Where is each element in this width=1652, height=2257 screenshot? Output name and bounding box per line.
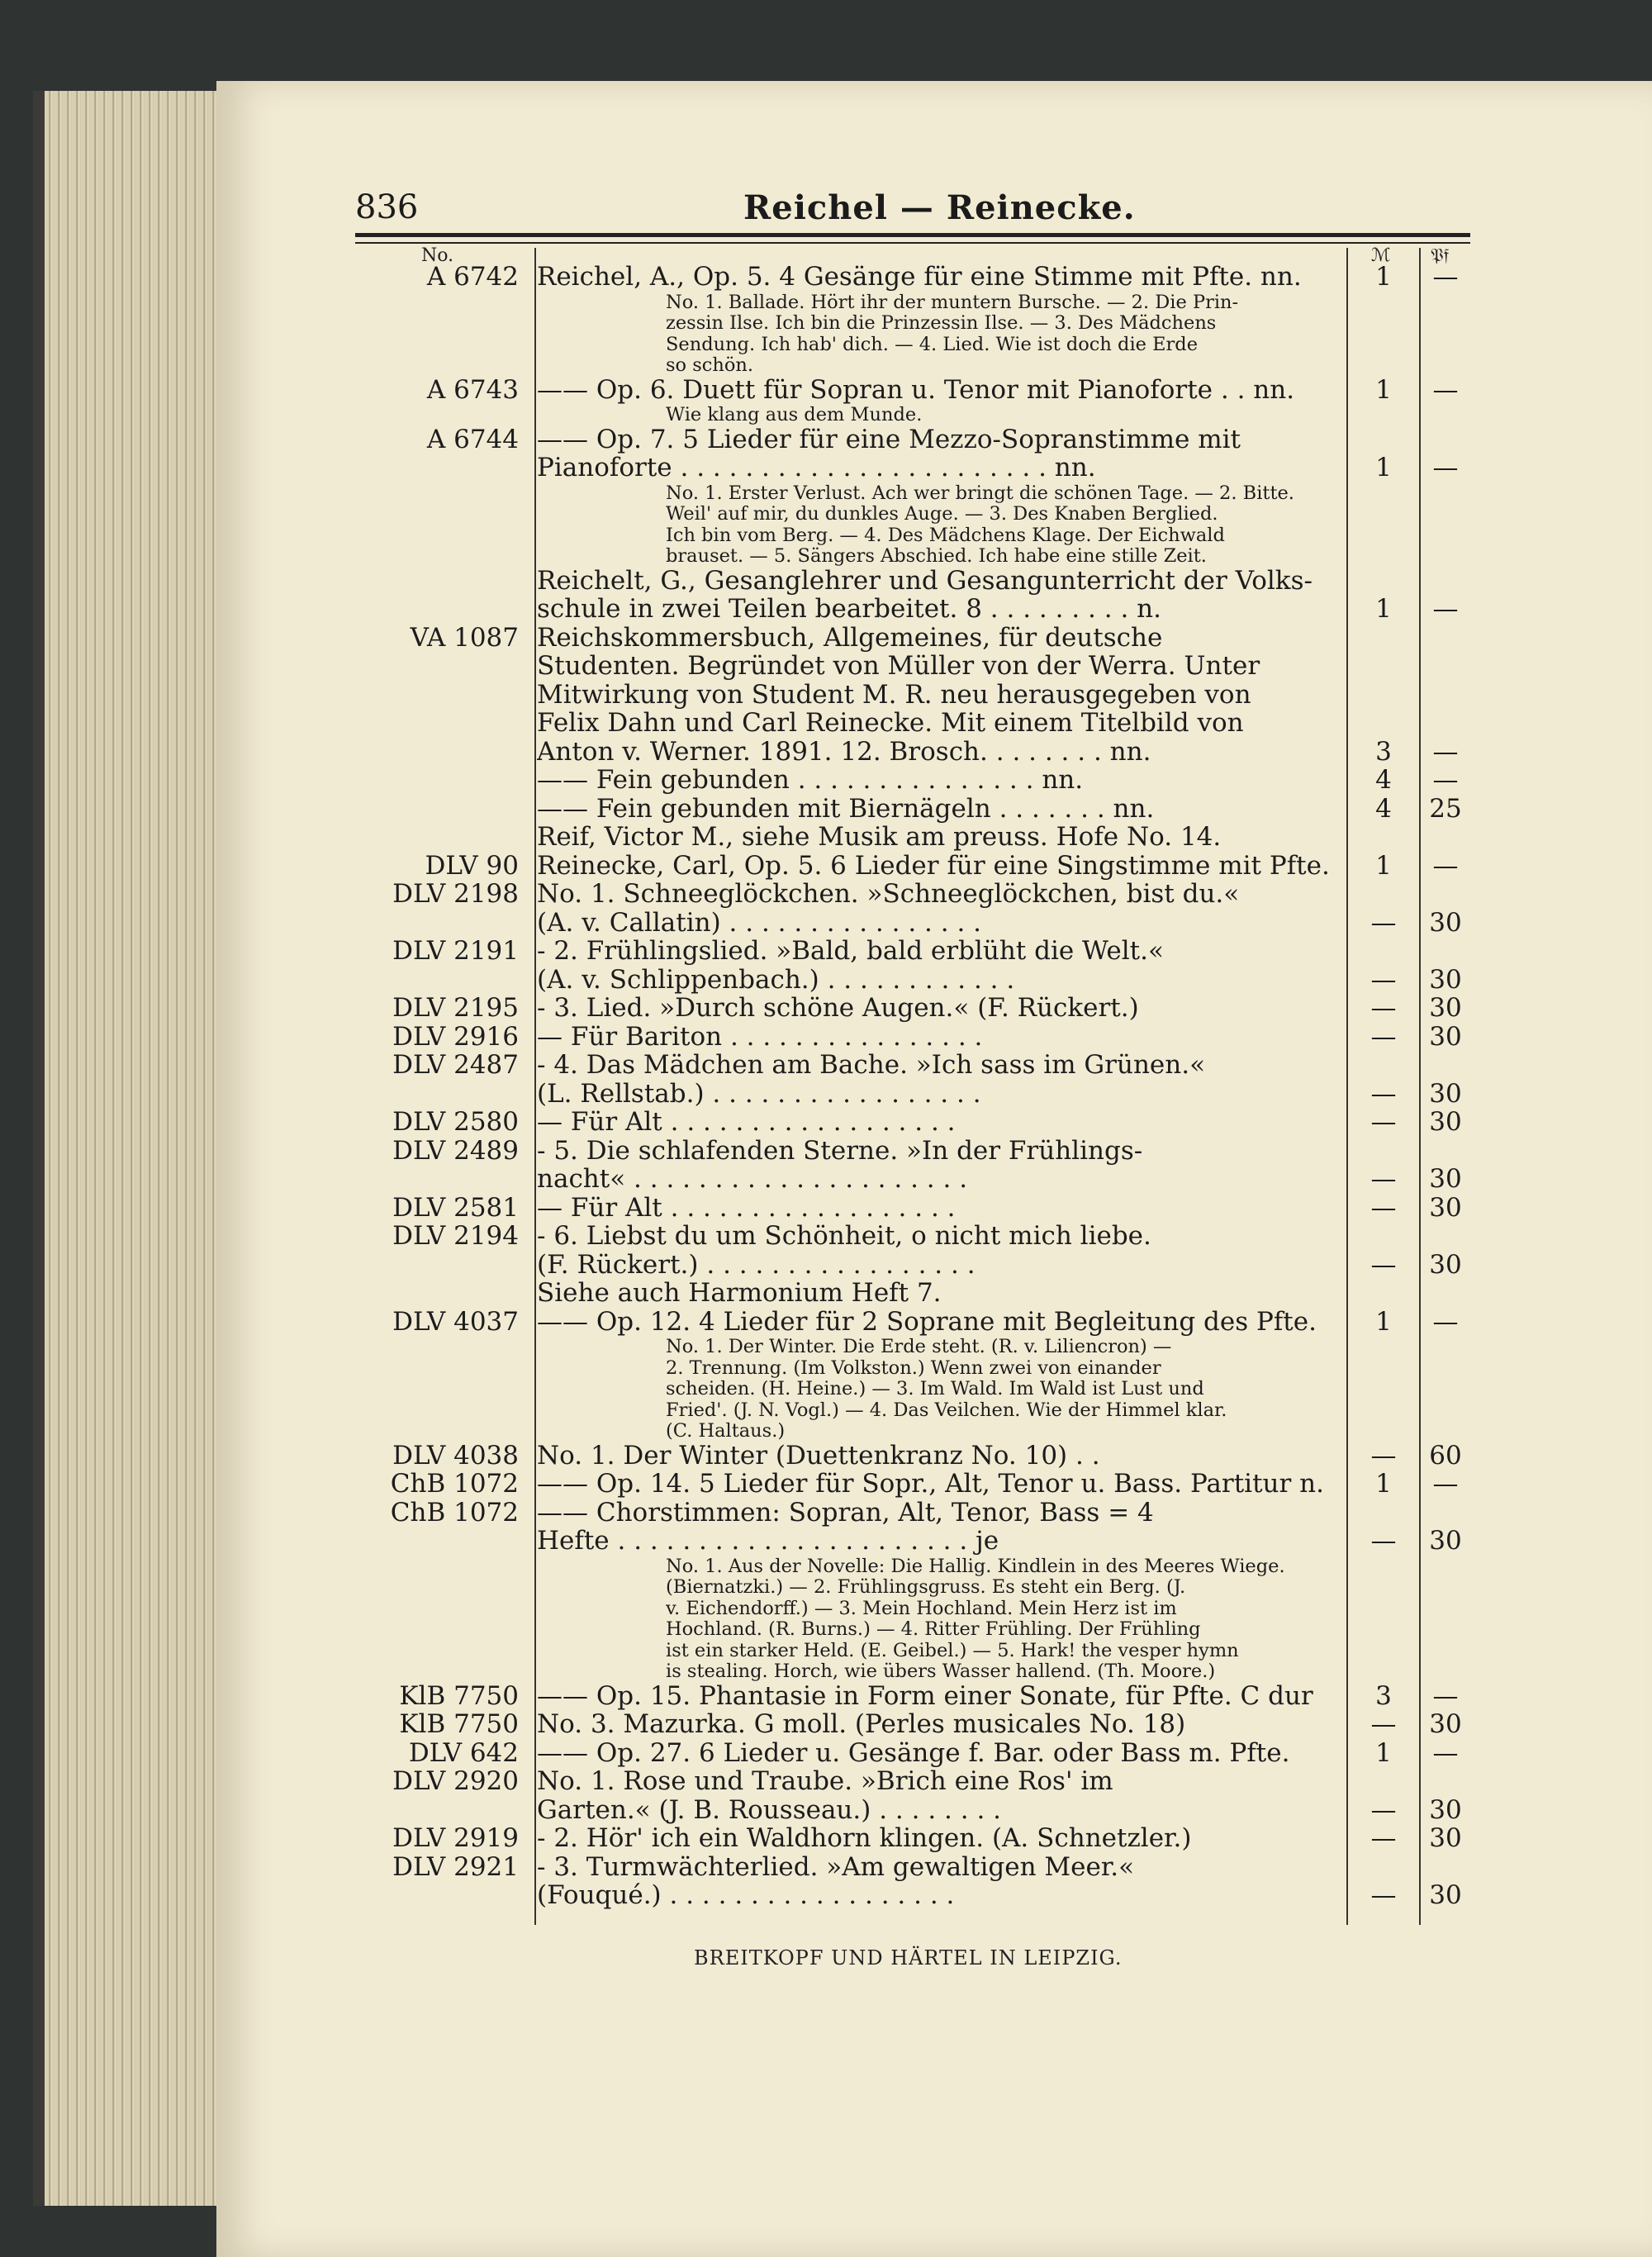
price-mark: — <box>1370 1526 1397 1556</box>
catalog-number: DLV 2921 <box>392 1851 519 1882</box>
entry-line: —— Fein gebunden . . . . . . . . . . . . . . . nn. <box>537 766 1084 794</box>
price-pfennig: 30 <box>1429 1164 1462 1194</box>
price-pfennig: — <box>1432 1680 1459 1711</box>
catalog-number: DLV 4038 <box>392 1440 519 1471</box>
entry-contents-line: scheiden. (H. Heine.) — 3. Im Wald. Im Wald ist Lust und <box>666 1378 1204 1399</box>
price-pfennig: 30 <box>1429 993 1462 1023</box>
catalog-number: DLV 2920 <box>392 1766 519 1796</box>
entry-contents-line: Sendung. Ich hab' dich. — 4. Lied. Wie ist doch die Erde <box>666 333 1199 355</box>
price-mark: 4 <box>1375 793 1392 824</box>
entry-line: Reichskommersbuch, Allgemeines, für deutsche <box>537 623 1163 652</box>
price-mark: 1 <box>1375 262 1392 292</box>
price-pfennig: 30 <box>1429 1880 1462 1910</box>
catalog-number: DLV 2581 <box>392 1192 519 1223</box>
entry-line: - 2. Hör' ich ein Waldhorn klingen. (A. Schnetzler.) <box>537 1824 1192 1852</box>
price-pfennig: 30 <box>1429 1192 1462 1223</box>
catalog-number: DLV 2194 <box>392 1221 519 1251</box>
publisher-footer: BREITKOPF UND HÄRTEL IN LEIPZIG. <box>694 1946 1123 1970</box>
price-pfennig: 30 <box>1429 1794 1462 1825</box>
price-mark: 3 <box>1375 1680 1392 1711</box>
entry-line: Pianoforte . . . . . . . . . . . . . . . . . . . . . . . nn. <box>537 454 1096 482</box>
price-mark: — <box>1370 1249 1397 1280</box>
entry-contents-line: brauset. — 5. Sängers Abschied. Ich habe eine stille Zeit. <box>666 545 1207 567</box>
price-mark: — <box>1370 1440 1397 1471</box>
column-header-no: No. <box>421 245 454 266</box>
entry-line: —— Fein gebunden mit Biernägeln . . . . . . . nn. <box>537 794 1155 823</box>
entry-contents-line: 2. Trennung. (Im Volkston.) Wenn zwei von einander <box>666 1357 1161 1379</box>
page-number: 836 <box>355 188 419 226</box>
price-mark: 1 <box>1375 374 1392 405</box>
entry-line: nacht« . . . . . . . . . . . . . . . . . . . . . <box>537 1165 968 1193</box>
price-pfennig: 30 <box>1429 1823 1462 1853</box>
price-mark: — <box>1370 993 1397 1023</box>
catalog-number: DLV 2489 <box>392 1135 519 1166</box>
entry-line: —— Op. 15. Phantasie in Form einer Sonate, für Pfte. C dur <box>537 1681 1313 1710</box>
catalog-number: DLV 2916 <box>392 1021 519 1052</box>
catalog-number: DLV 2191 <box>392 936 519 966</box>
entry-line: Reif, Victor M., siehe Musik am preuss. Hofe No. 14. <box>537 823 1222 851</box>
entry-contents-line: Ich bin vom Berg. — 4. Des Mädchens Klage. Der Eichwald <box>666 524 1225 546</box>
entry-line: Reichel, A., Op. 5. 4 Gesänge für eine Stimme mit Pfte. nn. <box>537 263 1302 291</box>
catalog-number: KlB 7750 <box>399 1709 519 1739</box>
entry-contents-line: (C. Haltaus.) <box>666 1420 786 1442</box>
entry-line: —— Op. 6. Duett für Sopran u. Tenor mit Pianoforte . . nn. <box>537 375 1295 404</box>
entry-contents-line: Hochland. (R. Burns.) — 4. Ritter Frühling. Der Frühling <box>666 1618 1201 1640</box>
price-pfennig: 25 <box>1429 793 1462 824</box>
catalog-number: DLV 2195 <box>392 993 519 1023</box>
entry-contents-line: zessin Ilse. Ich bin die Prinzessin Ilse. — 3. Des Mädchens <box>666 312 1217 334</box>
entry-line: — Für Bariton . . . . . . . . . . . . . . . . <box>537 1022 983 1051</box>
price-mark: 1 <box>1375 1306 1392 1337</box>
entry-line: Reichelt, G., Gesanglehrer und Gesangunterricht der Volks- <box>537 566 1313 595</box>
price-pfennig: 30 <box>1429 1078 1462 1109</box>
entry-line: Siehe auch Harmonium Heft 7. <box>537 1279 942 1307</box>
entry-line: (F. Rückert.) . . . . . . . . . . . . . . . . . <box>537 1250 976 1279</box>
header-rule-thin <box>355 242 1470 244</box>
price-mark: 1 <box>1375 453 1392 482</box>
entry-line: —— Op. 27. 6 Lieder u. Gesänge f. Bar. oder Bass m. Pfte. <box>537 1738 1290 1767</box>
price-mark: 4 <box>1375 765 1392 795</box>
catalog-number: A 6742 <box>426 262 519 292</box>
header-rule-thick <box>355 233 1470 237</box>
entry-line: - 2. Frühlingslied. »Bald, bald erblüht die Welt.« <box>537 937 1164 965</box>
entry-line: Garten.« (J. B. Rousseau.) . . . . . . . . <box>537 1795 1002 1824</box>
entry-contents-line: Fried'. (J. N. Vogl.) — 4. Das Veilchen. Wie der Himmel klar. <box>666 1399 1227 1421</box>
price-pfennig: 30 <box>1429 1709 1462 1739</box>
entry-line: schule in zwei Teilen bearbeitet. 8 . . . . . . . . . n. <box>537 595 1161 623</box>
price-mark: — <box>1370 907 1397 938</box>
entry-contents-line: Wie klang aus dem Munde. <box>666 404 923 425</box>
entry-line: Mitwirkung von Student M. R. neu herausgegeben von <box>537 680 1251 709</box>
price-pfennig: 30 <box>1429 1107 1462 1137</box>
price-pfennig: 30 <box>1429 1249 1462 1280</box>
entry-line: — Für Alt . . . . . . . . . . . . . . . . . . <box>537 1108 956 1136</box>
entry-line: — Für Alt . . . . . . . . . . . . . . . . . . <box>537 1193 956 1222</box>
price-mark: — <box>1370 1107 1397 1137</box>
catalog-number: ChB 1072 <box>390 1497 519 1528</box>
entry-line: - 5. Die schlafenden Sterne. »In der Frühlings- <box>537 1136 1143 1165</box>
catalog-number: DLV 4037 <box>392 1306 519 1337</box>
price-pfennig: — <box>1432 594 1459 624</box>
price-pfennig: 30 <box>1429 907 1462 938</box>
price-mark: — <box>1370 1823 1397 1853</box>
entry-line: No. 3. Mazurka. G moll. (Perles musicales No. 18) <box>537 1710 1186 1738</box>
entry-line: No. 1. Schneeglöckchen. »Schneeglöckchen, bist du.« <box>537 880 1240 908</box>
price-mark: 1 <box>1375 1737 1392 1768</box>
catalog-number: KlB 7750 <box>399 1680 519 1711</box>
entry-contents-line: No. 1. Der Winter. Die Erde steht. (R. v. Liliencron) — <box>666 1336 1172 1357</box>
entry-line: (A. v. Schlippenbach.) . . . . . . . . . . . . <box>537 965 1015 994</box>
running-header <box>355 188 1470 230</box>
price-pfennig: — <box>1432 262 1459 292</box>
entry-contents-line: No. 1. Aus der Novelle: Die Hallig. Kindlein in des Meeres Wiege. <box>666 1555 1285 1577</box>
entry-contents-line: (Biernatzki.) — 2. Frühlingsgruss. Es steht ein Berg. (J. <box>666 1576 1186 1598</box>
column-divider-catalog <box>534 248 536 1925</box>
entry-line: - 6. Liebst du um Schönheit, o nicht mich liebe. <box>537 1222 1151 1250</box>
column-header-mark: ℳ <box>1371 245 1391 266</box>
entry-line: (L. Rellstab.) . . . . . . . . . . . . . . . . . <box>537 1079 981 1108</box>
entry-contents-line: v. Eichendorff.) — 3. Mein Hochland. Mein Herz ist im <box>666 1597 1177 1619</box>
entry-line: (A. v. Callatin) . . . . . . . . . . . . . . . . <box>537 908 982 937</box>
page-title: Reichel — Reinecke. <box>743 188 1136 227</box>
price-mark: — <box>1370 1794 1397 1825</box>
price-pfennig: — <box>1432 736 1459 767</box>
price-mark: — <box>1370 1709 1397 1739</box>
column-divider-mark <box>1346 248 1348 1925</box>
entry-contents-line: so schön. <box>666 354 754 376</box>
entry-line: —— Op. 14. 5 Lieder für Sopr., Alt, Tenor u. Bass. Partitur n. <box>537 1470 1324 1498</box>
price-pfennig: 30 <box>1429 1021 1462 1052</box>
catalog-number: ChB 1072 <box>390 1469 519 1499</box>
entry-line: Reinecke, Carl, Op. 5. 6 Lieder für eine Singstimme mit Pfte. <box>537 851 1330 880</box>
entry-line: (Fouqué.) . . . . . . . . . . . . . . . . . . <box>537 1881 955 1909</box>
catalog-number: DLV 90 <box>425 850 519 881</box>
catalog-number: DLV 2198 <box>392 879 519 909</box>
price-mark: — <box>1370 964 1397 995</box>
entry-line: - 3. Lied. »Durch schöne Augen.« (F. Rückert.) <box>537 994 1139 1022</box>
entry-line: —— Op. 7. 5 Lieder für eine Mezzo-Sopranstimme mit <box>537 425 1241 454</box>
price-pfennig: 60 <box>1429 1440 1462 1471</box>
entry-contents-line: No. 1. Erster Verlust. Ach wer bringt die schönen Tage. — 2. Bitte. <box>666 482 1294 504</box>
price-pfennig: — <box>1432 1306 1459 1337</box>
price-mark: — <box>1370 1880 1397 1910</box>
price-mark: — <box>1370 1164 1397 1194</box>
price-pfennig: 30 <box>1429 964 1462 995</box>
price-mark: 3 <box>1375 736 1392 767</box>
price-pfennig: — <box>1432 374 1459 405</box>
entry-line: Studenten. Begründet von Müller von der Werra. Unter <box>537 652 1260 680</box>
price-mark: 1 <box>1375 1469 1392 1499</box>
price-mark: — <box>1370 1078 1397 1109</box>
price-mark: — <box>1370 1021 1397 1052</box>
catalog-number: DLV 2580 <box>392 1107 519 1137</box>
catalog-number: A 6744 <box>426 424 519 454</box>
entry-line: No. 1. Rose und Traube. »Brich eine Ros' im <box>537 1767 1113 1795</box>
entry-line: - 3. Turmwächterlied. »Am gewaltigen Meer.« <box>537 1852 1135 1881</box>
price-pfennig: — <box>1432 1737 1459 1768</box>
entry-line: No. 1. Der Winter (Duettenkranz No. 10) . . <box>537 1441 1100 1470</box>
catalog-number: DLV 2919 <box>392 1823 519 1853</box>
catalog-number: DLV 642 <box>408 1737 519 1768</box>
entry-contents-line: is stealing. Horch, wie übers Wasser hallend. (Th. Moore.) <box>666 1661 1216 1682</box>
column-header-pf: 𝔓𝔣 <box>1431 245 1450 266</box>
entry-line: Anton v. Werner. 1891. 12. Brosch. . . . . . . . nn. <box>537 737 1151 766</box>
entry-line: —— Chorstimmen: Sopran, Alt, Tenor, Bass = 4 <box>537 1498 1154 1527</box>
entry-line: —— Op. 12. 4 Lieder für 2 Soprane mit Begleitung des Pfte. <box>537 1307 1317 1336</box>
price-mark: 1 <box>1375 850 1392 881</box>
book-page-edges <box>33 91 243 2206</box>
entry-line: Felix Dahn und Carl Reinecke. Mit einem Titelbild von <box>537 709 1244 737</box>
price-pfennig: — <box>1432 1469 1459 1499</box>
column-divider-pf <box>1419 248 1421 1925</box>
price-pfennig: — <box>1432 453 1459 482</box>
price-pfennig: — <box>1432 850 1459 881</box>
entry-contents-line: ist ein starker Held. (E. Geibel.) — 5. Hark! the vesper hymn <box>666 1639 1239 1661</box>
catalog-number: DLV 2487 <box>392 1050 519 1080</box>
price-mark: 1 <box>1375 594 1392 624</box>
catalog-number: A 6743 <box>426 374 519 405</box>
price-pfennig: 30 <box>1429 1526 1462 1556</box>
entry-line: Hefte . . . . . . . . . . . . . . . . . . . . . . je <box>537 1527 999 1555</box>
price-mark: — <box>1370 1192 1397 1223</box>
price-pfennig: — <box>1432 765 1459 795</box>
entry-line: - 4. Das Mädchen am Bache. »Ich sass im Grünen.« <box>537 1051 1206 1079</box>
entry-contents-line: Weil' auf mir, du dunkles Auge. — 3. Des Knaben Berglied. <box>666 503 1218 525</box>
catalog-number: VA 1087 <box>410 622 519 653</box>
entry-contents-line: No. 1. Ballade. Hört ihr der muntern Bursche. — 2. Die Prin- <box>666 291 1239 313</box>
